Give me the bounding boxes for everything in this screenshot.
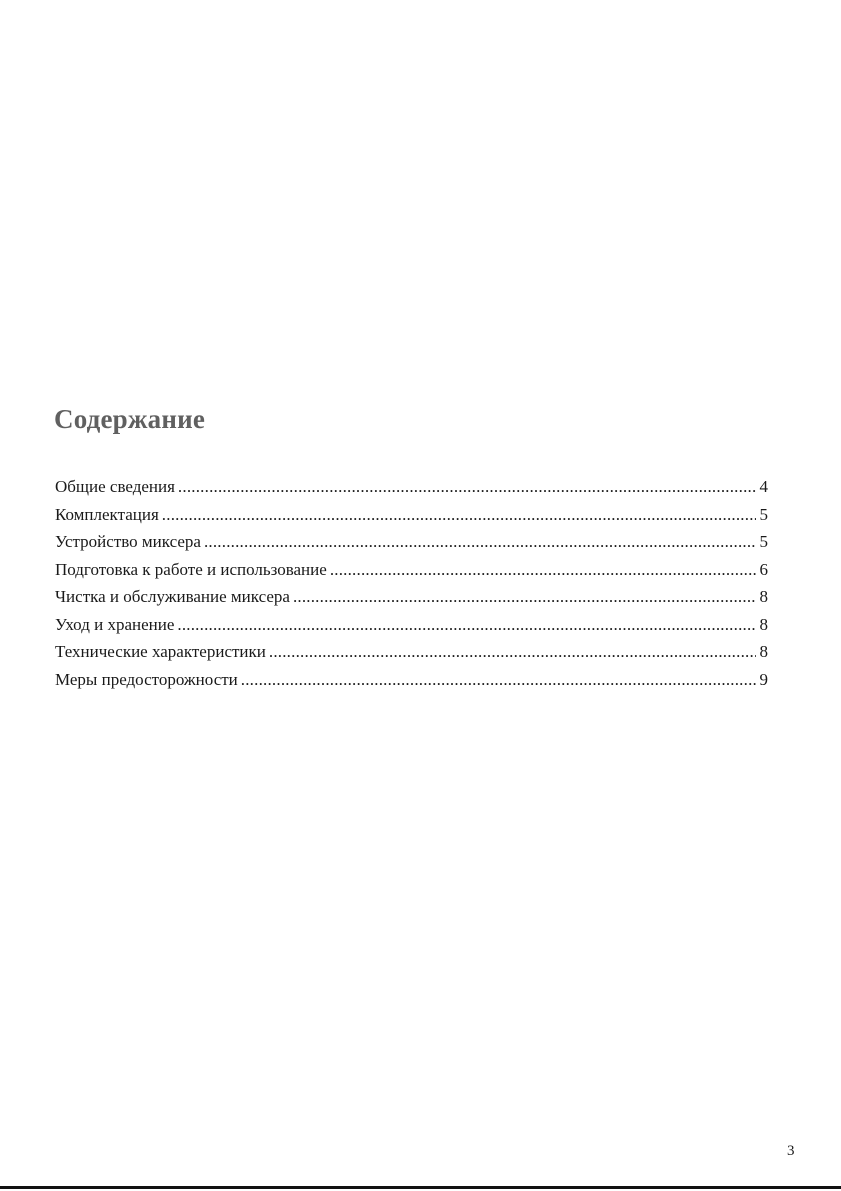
toc-dot-leader (177, 611, 756, 639)
toc-entry-page: 8 (759, 614, 768, 634)
toc-entry-title: Уход и хранение (55, 614, 175, 634)
bottom-border-line (0, 1186, 841, 1189)
page-number: 3 (787, 1143, 795, 1159)
toc-entry-page: 5 (759, 532, 768, 551)
table-of-contents (55, 473, 768, 693)
toc-dot-leader (178, 473, 756, 501)
toc-entry-title: Чистка и обслуживание миксера (55, 587, 290, 606)
toc-entry-title: Подготовка к работе и использование (55, 559, 327, 579)
page-title: Содержание (54, 404, 206, 434)
toc-dot-leader (330, 556, 756, 584)
toc-dot-leader (269, 638, 756, 666)
toc-entry (55, 666, 768, 694)
toc-entry-title: Общие сведения (55, 477, 175, 496)
toc-entry (55, 611, 768, 639)
toc-entry (55, 638, 768, 666)
toc-entry (55, 501, 768, 529)
toc-entry (55, 583, 768, 611)
toc-dot-leader (162, 501, 756, 529)
toc-entry-page: 5 (759, 504, 768, 524)
toc-entry (55, 556, 768, 584)
toc-entry (55, 528, 768, 556)
toc-entry-title: Меры предосторожности (55, 669, 238, 689)
toc-entry-page: 6 (759, 559, 768, 579)
toc-dot-leader (241, 666, 756, 694)
toc-dot-leader (293, 583, 756, 611)
toc-entry (55, 473, 768, 501)
toc-entry-title: Комплектация (55, 504, 159, 524)
toc-dot-leader (204, 528, 756, 556)
toc-entry-page: 8 (759, 587, 768, 606)
toc-entry-title: Устройство миксера (55, 532, 201, 551)
toc-entry-page: 9 (759, 669, 768, 689)
toc-entry-page: 4 (759, 477, 768, 496)
toc-entry-page: 8 (759, 642, 768, 661)
toc-entry-title: Технические характеристики (55, 642, 266, 661)
